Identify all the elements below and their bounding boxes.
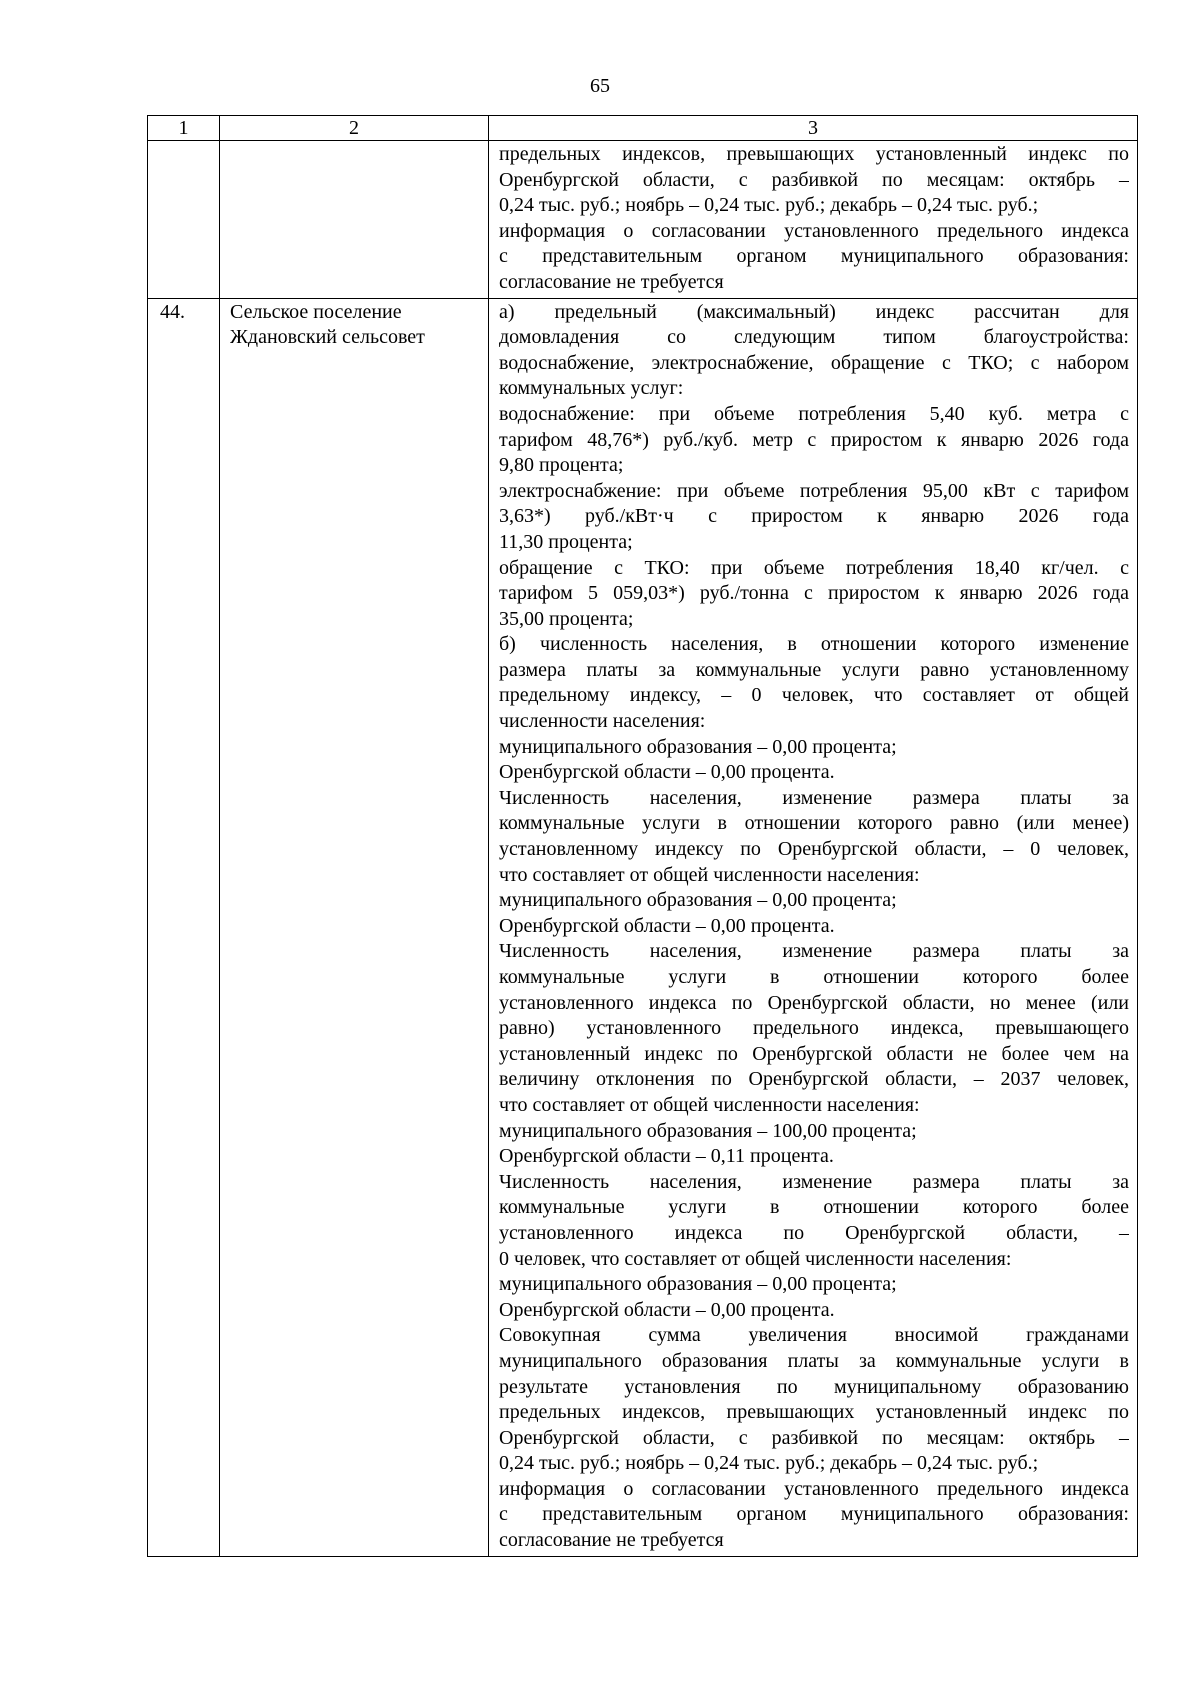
description-line: с представительным органом муниципального образования: bbox=[499, 245, 1129, 268]
description-line: а) предельный (максимальный) индекс рассчитан для bbox=[499, 300, 1129, 323]
row-number-cell bbox=[148, 141, 220, 299]
description-line: Совокупная сумма увеличения вносимой гражданами bbox=[499, 1324, 1129, 1347]
description-line: коммунальные услуги в отношении которого более bbox=[499, 1196, 1129, 1219]
description-line: согласование не требуется bbox=[499, 1529, 724, 1552]
description-line: водоснабжение, электроснабжение, обращение с ТКО; с набором bbox=[499, 351, 1129, 374]
description-line: предельных индексов, превышающих установленный индекс по bbox=[499, 1401, 1129, 1424]
description-cell bbox=[489, 141, 1138, 299]
description-line: результате установления по муниципальному образованию bbox=[499, 1375, 1129, 1398]
description-line: электроснабжение: при объеме потребления 95,00 кВт с тарифом bbox=[499, 479, 1129, 502]
municipality-name-cell bbox=[220, 141, 489, 299]
municipality-name-line: Ждановский сельсовет bbox=[230, 326, 425, 349]
description-cell bbox=[489, 298, 1138, 1556]
description-line: что составляет от общей численности населения: bbox=[499, 863, 920, 886]
description-line: Оренбургской области – 0,11 процента. bbox=[499, 1145, 834, 1168]
description-line: предельному индексу, – 0 человек, что составляет от общей bbox=[499, 684, 1129, 707]
description-line: 11,30 процента; bbox=[499, 530, 633, 553]
municipality-name-cell bbox=[220, 298, 489, 1556]
description-line: муниципального образования платы за коммунальные услуги в bbox=[499, 1349, 1129, 1372]
row-number-cell: 44. bbox=[148, 298, 220, 1556]
description-line: б) численность населения, в отношении которого изменение bbox=[499, 633, 1129, 656]
description-line: размера платы за коммунальные услуги равно установленному bbox=[499, 658, 1129, 681]
description-line: установленный индекс по Оренбургской области не более чем на bbox=[499, 1042, 1129, 1065]
table-row bbox=[148, 141, 1138, 299]
description-line: водоснабжение: при объеме потребления 5,40 куб. метра с bbox=[499, 402, 1129, 425]
description-line: установленному индексу по Оренбургской области, – 0 человек, bbox=[499, 838, 1129, 861]
municipality-name-line: Сельское поселение bbox=[230, 300, 402, 323]
description-line: 0,24 тыс. руб.; ноябрь – 0,24 тыс. руб.; декабрь – 0,24 тыс. руб.; bbox=[499, 194, 1039, 217]
page-number: 65 bbox=[590, 75, 610, 97]
description-line: установленного индекса по Оренбургской области, – bbox=[499, 1221, 1129, 1244]
document-table bbox=[147, 115, 1138, 1557]
description-line: обращение с ТКО: при объеме потребления 18,40 кг/чел. с bbox=[499, 556, 1129, 579]
description-line: тарифом 48,76*) руб./куб. метр с приростом к январю 2026 года bbox=[499, 428, 1129, 451]
description-line: информация о согласовании установленного предельного индекса bbox=[499, 219, 1129, 242]
description-line: равно) установленного предельного индекса, превышающего bbox=[499, 1017, 1129, 1040]
description-line: Численность населения, изменение размера платы за bbox=[499, 940, 1129, 963]
description-line: Оренбургской области, с разбивкой по месяцам: октябрь – bbox=[499, 168, 1129, 191]
description-line: Оренбургской области – 0,00 процента. bbox=[499, 1298, 835, 1321]
description-line: информация о согласовании установленного предельного индекса bbox=[499, 1477, 1129, 1500]
column-header-2: 2 bbox=[220, 116, 489, 141]
description-line: 0,24 тыс. руб.; ноябрь – 0,24 тыс. руб.; декабрь – 0,24 тыс. руб.; bbox=[499, 1452, 1039, 1475]
description-line: 9,80 процента; bbox=[499, 454, 624, 477]
description-line: Численность населения, изменение размера платы за bbox=[499, 1170, 1129, 1193]
column-header-1: 1 bbox=[148, 116, 220, 141]
description-line: тарифом 5 059,03*) руб./тонна с приростом к январю 2026 года bbox=[499, 582, 1129, 605]
table-row bbox=[148, 298, 1138, 1556]
description-line: что составляет от общей численности населения: bbox=[499, 1093, 920, 1116]
description-line: домовладения со следующим типом благоустройства: bbox=[499, 326, 1129, 349]
table-header-row bbox=[148, 116, 1138, 141]
description-line: 0 человек, что составляет от общей численности населения: bbox=[499, 1247, 1012, 1270]
description-line: 3,63*) руб./кВт·ч с приростом к январю 2026 года bbox=[499, 505, 1129, 528]
description-line: муниципального образования – 0,00 процента; bbox=[499, 735, 897, 758]
description-line: согласование не требуется bbox=[499, 270, 724, 293]
description-line: численности населения: bbox=[499, 710, 706, 733]
description-line: муниципального образования – 0,00 процента; bbox=[499, 889, 897, 912]
column-header-3: 3 bbox=[489, 116, 1138, 141]
description-line: муниципального образования – 100,00 процента; bbox=[499, 1119, 917, 1142]
description-line: Оренбургской области – 0,00 процента. bbox=[499, 761, 835, 784]
description-line: коммунальные услуги в отношении которого более bbox=[499, 966, 1129, 988]
description-line: установленного индекса по Оренбургской области, но менее (или bbox=[499, 991, 1129, 1014]
description-line: коммунальных услуг: bbox=[499, 377, 684, 400]
description-line: Численность населения, изменение размера платы за bbox=[499, 786, 1129, 809]
description-line: Оренбургской области, с разбивкой по месяцам: октябрь – bbox=[499, 1426, 1129, 1449]
description-line: муниципального образования – 0,00 процента; bbox=[499, 1273, 897, 1296]
description-line: коммунальные услуги в отношении которого равно (или менее) bbox=[499, 812, 1129, 835]
description-line: 35,00 процента; bbox=[499, 607, 634, 630]
description-line: Оренбургской области – 0,00 процента. bbox=[499, 914, 835, 937]
description-line: предельных индексов, превышающих установленный индекс по bbox=[499, 143, 1129, 165]
description-line: с представительным органом муниципального образования: bbox=[499, 1503, 1129, 1526]
description-line: величину отклонения по Оренбургской области, – 2037 человек, bbox=[499, 1068, 1129, 1091]
